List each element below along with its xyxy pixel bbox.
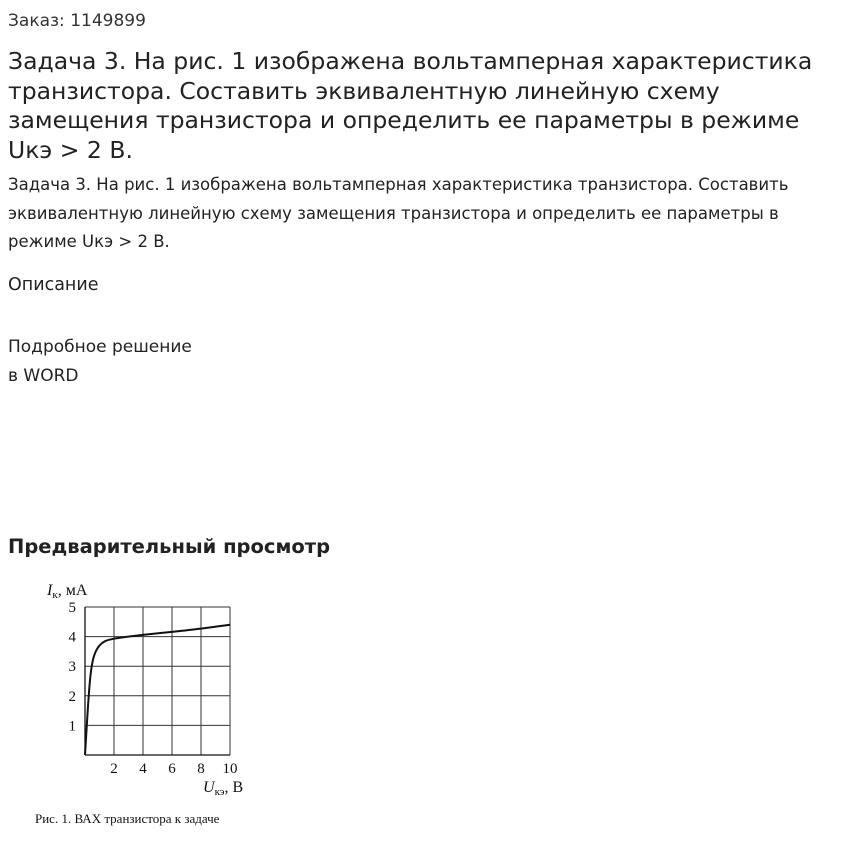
x-tick-label-2: 2: [110, 761, 118, 777]
x-axis-subscript: кэ: [214, 786, 225, 798]
x-tick-label-8: 8: [197, 761, 205, 777]
task-title: Задача 3. На рис. 1 изображена вольтамперная характеристика транзистора. Составить эквивалентную линейную схему замещения транзистора и определить ее параметры в режиме Uкэ > 2 В.: [8, 47, 813, 164]
chart-series: [85, 625, 230, 755]
preview-chart: [25, 575, 285, 830]
iv-chart-svg: [25, 575, 285, 830]
x-tick-label-10: 10: [222, 761, 238, 777]
series-line-0: [85, 625, 230, 755]
y-tick-label-3: 3: [68, 659, 76, 676]
x-axis-symbol: U: [203, 779, 215, 796]
description-heading: Описание: [8, 275, 99, 295]
chart-grid: [85, 607, 230, 755]
task-text: Задача 3. На рис. 1 изображена вольтамперная характеристика транзистора. Составить эквивалентную линейную схему замещения транзистора и определить ее параметры в режиме Uкэ > 2 В.: [8, 175, 789, 251]
y-axis-unit: , мА: [57, 582, 88, 599]
chart-caption: Рис. 1. ВАХ транзистора к задаче: [35, 811, 220, 826]
y-tick-label-2: 2: [68, 688, 76, 705]
order-label: Заказ:: [8, 11, 65, 31]
chart-axes: [85, 607, 230, 755]
y-axis-symbol: I: [47, 582, 53, 599]
y-axis-subscript: к: [52, 589, 58, 601]
description-line-2: в WORD: [8, 366, 79, 386]
x-tick-label-6: 6: [168, 761, 176, 777]
y-tick-label-5: 5: [68, 600, 76, 616]
description-line-1: Подробное решение: [8, 337, 192, 357]
x-tick-label-4: 4: [139, 761, 147, 777]
order-number: 1149899: [70, 11, 146, 31]
y-tick-label-1: 1: [68, 718, 76, 735]
x-axis-unit: , В: [224, 779, 244, 796]
preview-heading: Предварительный просмотр: [8, 535, 331, 558]
y-tick-label-4: 4: [68, 629, 76, 646]
description-body: [8, 333, 192, 391]
x-axis-label: [203, 779, 243, 798]
y-axis-label: [46, 582, 88, 601]
order-line: [8, 10, 146, 32]
